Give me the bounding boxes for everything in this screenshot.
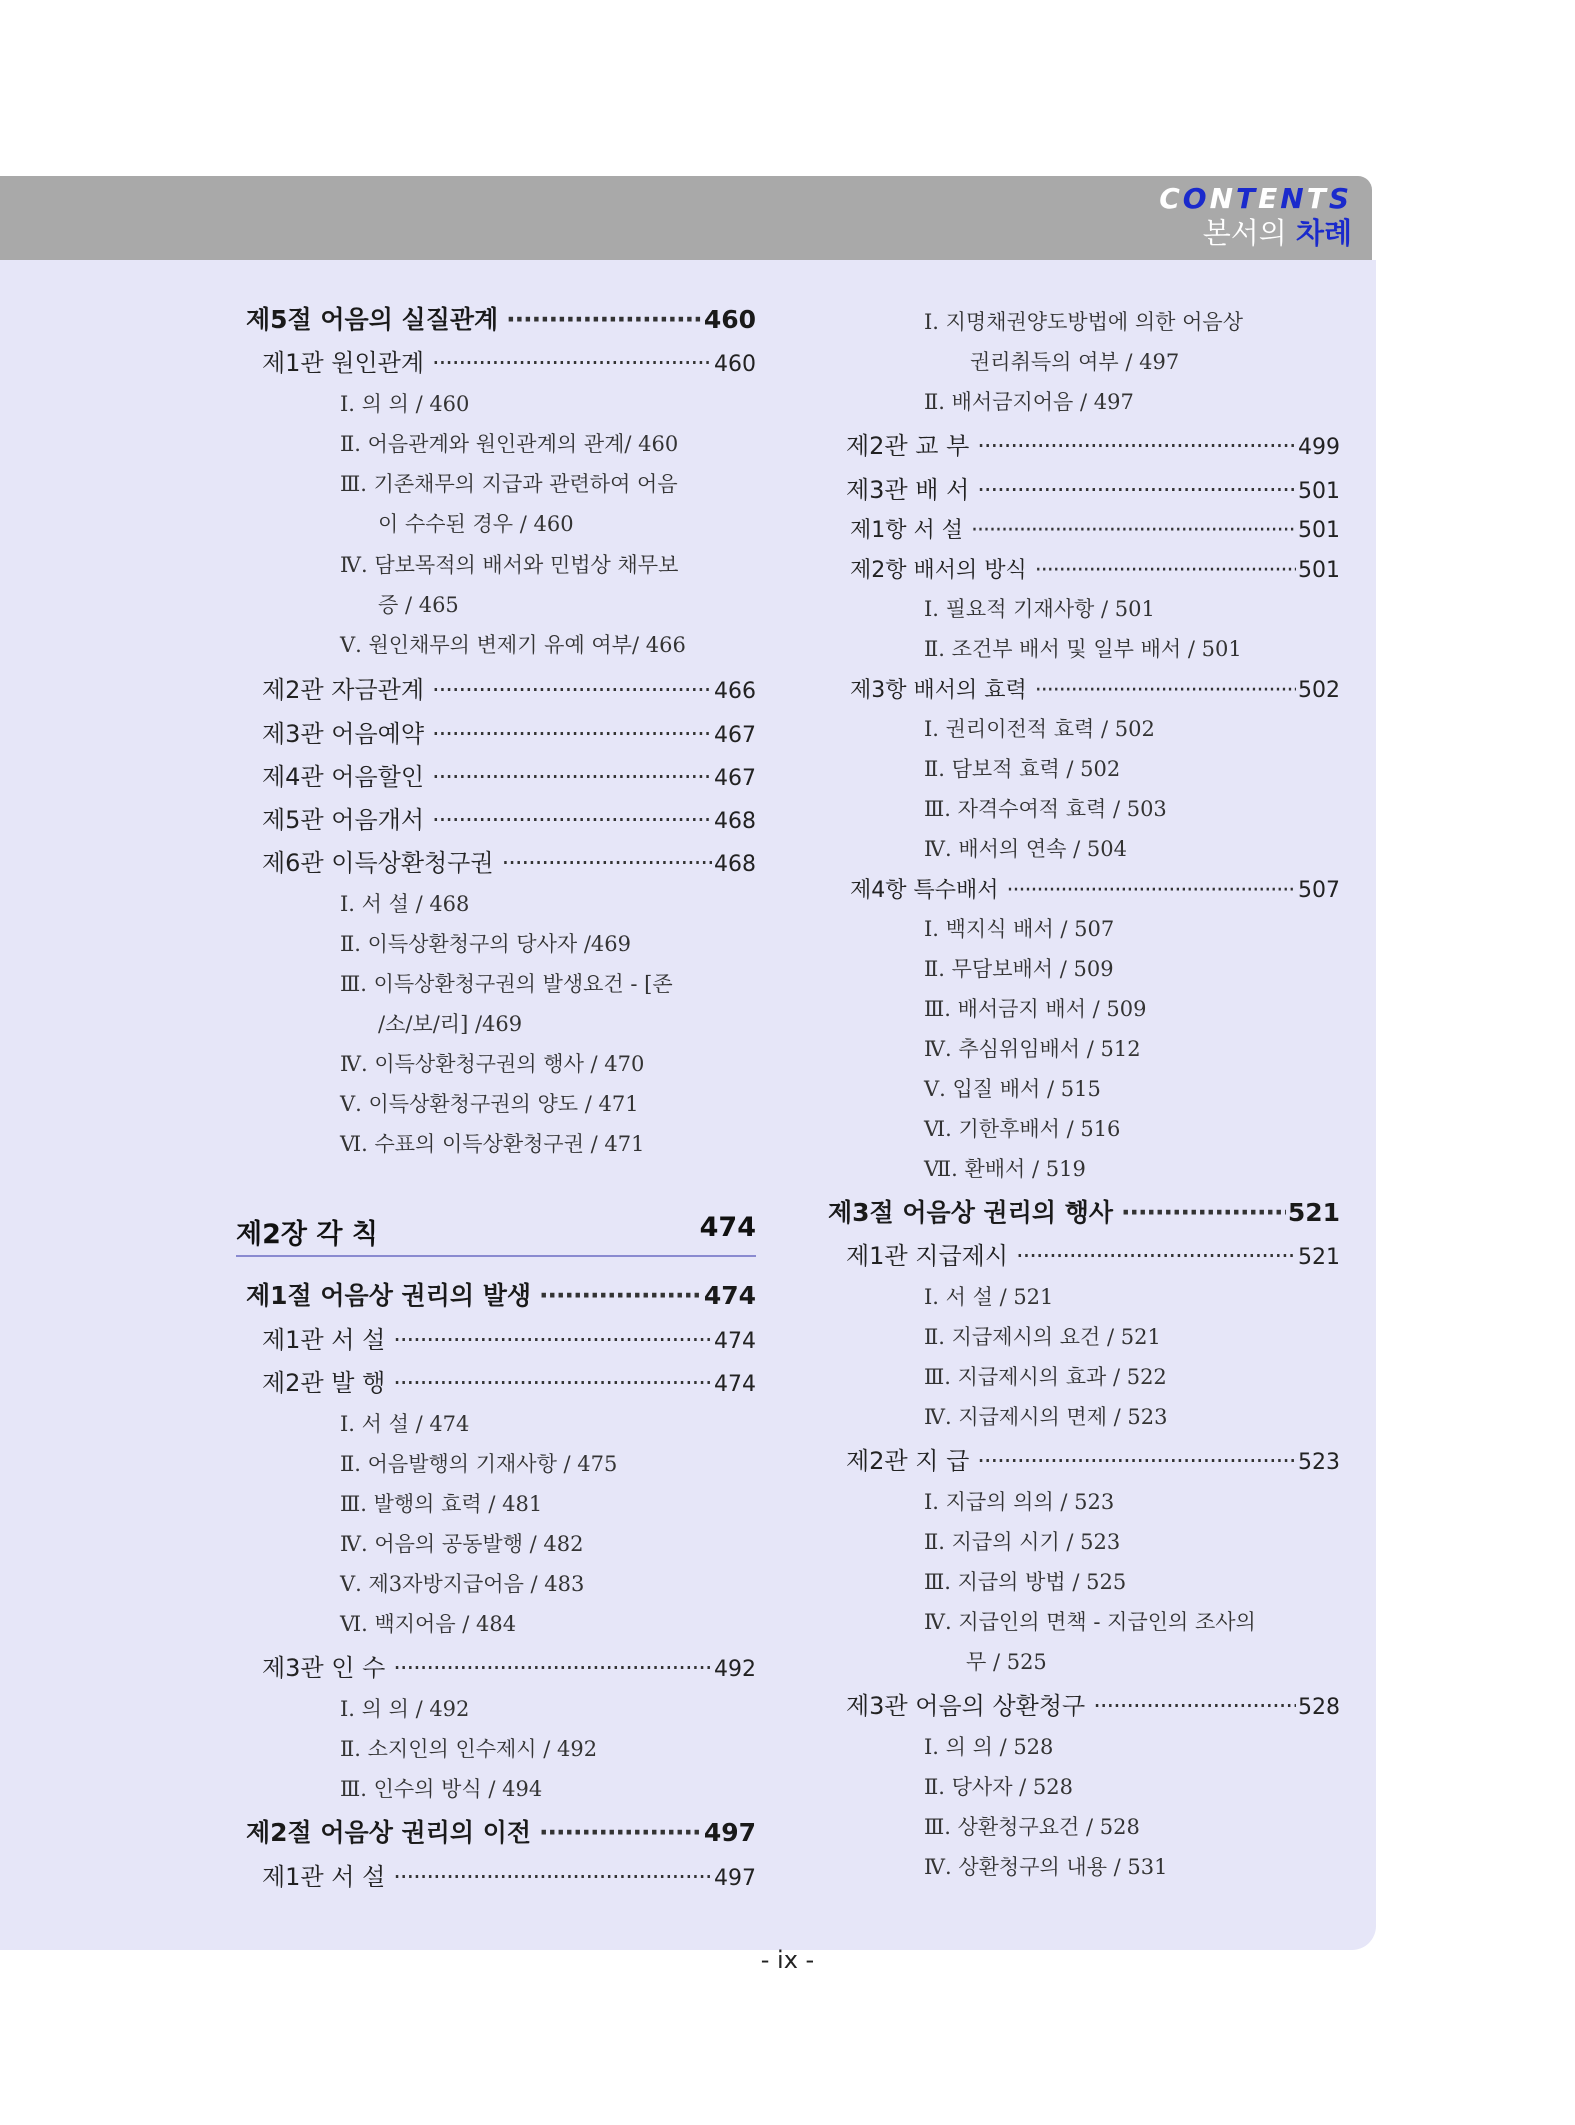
toc-item-continued[interactable]: 증 / 465: [378, 593, 459, 617]
toc-page: 467: [714, 723, 756, 748]
leader-dots: [393, 1326, 712, 1354]
toc-item[interactable]: Ⅱ. 이득상환청구의 당사자 /469: [340, 932, 631, 956]
toc-item[interactable]: Ⅰ. 의 의 / 528: [924, 1735, 1054, 1759]
toc-page: 474: [714, 1329, 756, 1354]
toc-subsection[interactable]: [846, 1686, 1340, 1721]
toc-item[interactable]: Ⅱ. 어음발행의 기재사항 / 475: [340, 1452, 618, 1476]
contents-letter: C: [1159, 182, 1183, 215]
toc-item-continued[interactable]: 이 수수된 경우 / 460: [378, 512, 574, 536]
leader-dots: [1121, 1198, 1286, 1227]
leader-dots: [1035, 558, 1296, 583]
toc-page: 460: [703, 305, 756, 334]
toc-label: 제1항 서 설: [850, 518, 963, 543]
toc-page: 507: [1298, 878, 1340, 903]
toc-item[interactable]: Ⅰ. 의 의 / 492: [340, 1697, 470, 1721]
toc-label: 제3관 배 서: [846, 476, 970, 504]
toc-item[interactable]: Ⅴ. 이득상환청구권의 양도 / 471: [340, 1092, 639, 1116]
toc-item[interactable]: Ⅴ. 제3자방지급어음 / 483: [340, 1572, 585, 1596]
toc-page: 502: [1298, 678, 1340, 703]
toc-item[interactable]: Ⅲ. 지급제시의 효과 / 522: [924, 1365, 1167, 1389]
toc-label: 제3절 어음상 권리의 행사: [828, 1198, 1114, 1227]
toc-item[interactable]: Ⅳ. 이득상환청구권의 행사 / 470: [340, 1052, 645, 1076]
toc-item[interactable]: Ⅳ. 추심위임배서 / 512: [924, 1037, 1141, 1061]
leader-dots: [506, 305, 702, 334]
toc-page: 468: [714, 852, 756, 877]
leader-dots: [977, 1447, 1296, 1475]
toc-item[interactable]: Ⅳ. 지급인의 면책 - 지급인의 조사의: [924, 1610, 1256, 1634]
toc-page: 460: [714, 352, 756, 377]
leader-dots: [393, 1863, 712, 1891]
leader-dots: [1016, 1242, 1296, 1270]
toc-item[interactable]: Ⅱ. 지급제시의 요건 / 521: [924, 1325, 1161, 1349]
toc-subsection[interactable]: [262, 714, 756, 749]
toc-label: 제4관 어음할인: [262, 763, 425, 791]
contents-letter: T: [1236, 182, 1259, 215]
toc-label: 제1관 서 설: [262, 1326, 386, 1354]
toc-label: 제1관 서 설: [262, 1863, 386, 1891]
contents-letter: E: [1258, 182, 1281, 215]
toc-article[interactable]: [850, 553, 1340, 584]
subtitle-accent: 차례: [1295, 216, 1352, 250]
toc-page: 523: [1298, 1450, 1340, 1475]
header-bar: [0, 176, 1372, 260]
contents-letter: O: [1182, 182, 1210, 215]
toc-subsection[interactable]: [262, 1857, 756, 1892]
toc-page: 492: [714, 1657, 756, 1682]
toc-item[interactable]: Ⅲ. 기존채무의 지급과 관련하여 어음: [340, 472, 678, 496]
toc-label: 제2관 자금관계: [262, 676, 425, 704]
toc-subsection[interactable]: [846, 1441, 1340, 1476]
leader-dots: [1093, 1692, 1296, 1720]
toc-page: 466: [714, 679, 756, 704]
leader-dots: [971, 518, 1296, 543]
chapter-label: 제2장 각 칙: [236, 1219, 378, 1250]
toc-subsection[interactable]: [262, 1320, 756, 1355]
leader-dots: [977, 476, 1296, 504]
toc-page: 521: [1287, 1198, 1340, 1227]
toc-page: 468: [714, 809, 756, 834]
header-title: [1159, 182, 1352, 250]
toc-item[interactable]: Ⅰ. 서 설 / 474: [340, 1412, 470, 1436]
toc-label: 제5절 어음의 실질관계: [246, 305, 499, 334]
contents-word: [1159, 182, 1352, 216]
toc-subsection[interactable]: [262, 1648, 756, 1683]
toc-page: 501: [1298, 518, 1340, 543]
toc-item-continued[interactable]: 권리취득의 여부 / 497: [970, 350, 1180, 374]
toc-item[interactable]: Ⅳ. 상환청구의 내용 / 531: [924, 1855, 1168, 1879]
toc-item[interactable]: Ⅰ. 서 설 / 521: [924, 1285, 1054, 1309]
toc-item[interactable]: Ⅰ. 백지식 배서 / 507: [924, 917, 1115, 941]
toc-article[interactable]: [850, 873, 1340, 904]
toc-label: 제2항 배서의 방식: [850, 558, 1027, 583]
leader-dots: [432, 676, 712, 704]
toc-page: 501: [1298, 479, 1340, 504]
toc-section[interactable]: [246, 1813, 756, 1849]
toc-label: 제4항 특수배서: [850, 878, 999, 903]
toc-item[interactable]: Ⅱ. 당사자 / 528: [924, 1775, 1073, 1799]
toc-item[interactable]: Ⅱ. 무담보배서 / 509: [924, 957, 1114, 981]
toc-item[interactable]: Ⅵ. 백지어음 / 484: [340, 1612, 517, 1636]
toc-label: 제1절 어음상 권리의 발생: [246, 1281, 532, 1310]
toc-item[interactable]: Ⅲ. 이득상환청구권의 발생요건 - [존: [340, 972, 673, 996]
chapter-page: 474: [699, 1212, 756, 1243]
toc-section[interactable]: [246, 300, 756, 336]
toc-section[interactable]: [828, 1193, 1340, 1229]
toc-label: 제2관 지 급: [846, 1447, 970, 1475]
toc-panel: [0, 260, 1376, 1950]
toc-item[interactable]: Ⅱ. 소지인의 인수제시 / 492: [340, 1737, 598, 1761]
toc-page: 474: [714, 1372, 756, 1397]
toc-page: 521: [1298, 1245, 1340, 1270]
toc-page: 497: [703, 1818, 756, 1847]
toc-item[interactable]: Ⅲ. 자격수여적 효력 / 503: [924, 797, 1167, 821]
toc-item-continued[interactable]: 무 / 525: [966, 1650, 1047, 1674]
contents-letter: N: [1209, 182, 1237, 215]
toc-item[interactable]: Ⅰ. 지명채권양도방법에 의한 어음상: [924, 310, 1243, 334]
toc-page: 499: [1298, 435, 1340, 460]
toc-item[interactable]: Ⅲ. 지급의 방법 / 525: [924, 1570, 1127, 1594]
toc-label: 제3관 어음예약: [262, 720, 425, 748]
toc-label: 제6관 이득상환청구권: [262, 849, 494, 877]
leader-dots: [977, 432, 1296, 460]
toc-subsection[interactable]: [262, 843, 756, 878]
toc-label: 제5관 어음개서: [262, 806, 425, 834]
toc-label: 제3항 배서의 효력: [850, 678, 1027, 703]
toc-page: 501: [1298, 558, 1340, 583]
leader-dots: [539, 1281, 702, 1310]
leader-dots: [1007, 878, 1296, 903]
toc-item[interactable]: Ⅱ. 어음관계와 원인관계의 관계/ 460: [340, 432, 679, 456]
leader-dots: [432, 763, 712, 791]
toc-item[interactable]: Ⅱ. 배서금지어음 / 497: [924, 390, 1134, 414]
toc-item[interactable]: Ⅰ. 권리이전적 효력 / 502: [924, 717, 1155, 741]
toc-item[interactable]: Ⅳ. 지급제시의 면제 / 523: [924, 1405, 1168, 1429]
leader-dots: [502, 849, 712, 877]
toc-item[interactable]: Ⅵ. 기한후배서 / 516: [924, 1117, 1121, 1141]
toc-item[interactable]: Ⅳ. 어음의 공동발행 / 482: [340, 1532, 584, 1556]
toc-item[interactable]: Ⅴ. 입질 배서 / 515: [924, 1077, 1101, 1101]
page-number: - ix -: [760, 1946, 815, 1974]
toc-label: 제1관 원인관계: [262, 349, 425, 377]
toc-item[interactable]: Ⅵ. 수표의 이득상환청구권 / 471: [340, 1132, 645, 1156]
toc-label: 제3관 어음의 상환청구: [846, 1692, 1086, 1720]
toc-item[interactable]: Ⅰ. 의 의 / 460: [340, 392, 470, 416]
toc-item[interactable]: Ⅰ. 필요적 기재사항 / 501: [924, 597, 1155, 621]
toc-item[interactable]: Ⅲ. 배서금지 배서 / 509: [924, 997, 1147, 1021]
toc-subsection[interactable]: [262, 670, 756, 705]
toc-page: 467: [714, 766, 756, 791]
toc-subsection[interactable]: [262, 800, 756, 835]
toc-item[interactable]: Ⅲ. 상환청구요건 / 528: [924, 1815, 1140, 1839]
toc-label: 제2절 어음상 권리의 이전: [246, 1818, 532, 1847]
contents-letter: N: [1280, 182, 1307, 215]
toc-subsection[interactable]: [846, 426, 1340, 461]
leader-dots: [432, 806, 712, 834]
toc-page: 474: [703, 1281, 756, 1310]
leader-dots: [1035, 678, 1296, 703]
toc-subsection[interactable]: [846, 1236, 1340, 1271]
toc-item[interactable]: Ⅱ. 지급의 시기 / 523: [924, 1530, 1121, 1554]
contents-letter: S: [1328, 182, 1352, 215]
toc-page: 497: [714, 1866, 756, 1891]
toc-item[interactable]: Ⅰ. 지급의 의의 / 523: [924, 1490, 1115, 1514]
toc-label: 제2관 발 행: [262, 1369, 386, 1397]
toc-item[interactable]: Ⅳ. 담보목적의 배서와 민법상 채무보: [340, 553, 679, 577]
toc-article[interactable]: [850, 673, 1340, 704]
toc-subsection[interactable]: [262, 343, 756, 378]
subtitle-text: 본서의: [1202, 216, 1287, 250]
toc-item-continued[interactable]: /소/보/리] /469: [378, 1012, 523, 1036]
leader-dots: [393, 1654, 712, 1682]
toc-item[interactable]: Ⅳ. 배서의 연속 / 504: [924, 837, 1127, 861]
leader-dots: [539, 1818, 702, 1847]
toc-label: 제3관 인 수: [262, 1654, 386, 1682]
toc-item[interactable]: Ⅲ. 인수의 방식 / 494: [340, 1777, 543, 1801]
header-subtitle: [1159, 216, 1352, 250]
toc-article[interactable]: [850, 513, 1340, 544]
toc-page: 528: [1298, 1695, 1340, 1720]
leader-dots: [432, 349, 712, 377]
toc-item[interactable]: Ⅱ. 조건부 배서 및 일부 배서 / 501: [924, 637, 1242, 661]
toc-subsection[interactable]: [262, 1363, 756, 1398]
toc-chapter[interactable]: [236, 1212, 756, 1257]
toc-item[interactable]: Ⅰ. 서 설 / 468: [340, 892, 470, 916]
toc-label: 제1관 지급제시: [846, 1242, 1009, 1270]
toc-item[interactable]: Ⅲ. 발행의 효력 / 481: [340, 1492, 543, 1516]
toc-section[interactable]: [246, 1276, 756, 1312]
toc-item[interactable]: Ⅱ. 담보적 효력 / 502: [924, 757, 1121, 781]
toc-item[interactable]: Ⅶ. 환배서 / 519: [924, 1157, 1086, 1181]
toc-subsection[interactable]: [846, 470, 1340, 505]
leader-dots: [432, 720, 712, 748]
toc-label: 제2관 교 부: [846, 432, 970, 460]
leader-dots: [393, 1369, 712, 1397]
toc-item[interactable]: Ⅴ. 원인채무의 변제기 유예 여부/ 466: [340, 633, 686, 657]
toc-subsection[interactable]: [262, 757, 756, 792]
contents-letter: T: [1306, 182, 1329, 215]
